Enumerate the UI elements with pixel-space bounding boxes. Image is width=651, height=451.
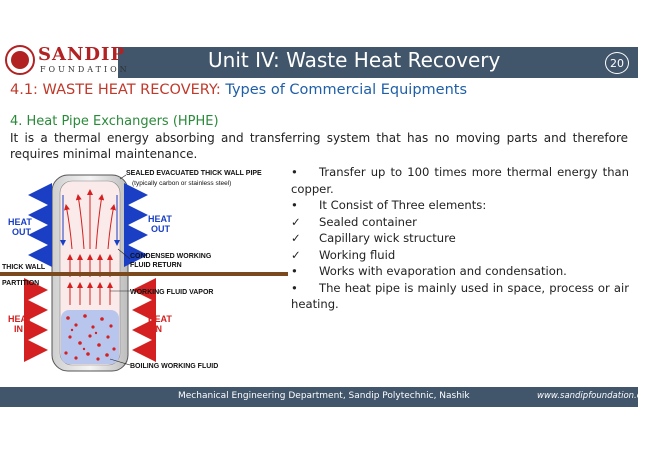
footer-url[interactable]: www.sandipfoundation.org bbox=[537, 391, 651, 401]
logo-name: SANDIP bbox=[38, 44, 125, 65]
label-partition: PARTITION bbox=[2, 280, 40, 287]
list-item: • It Consist of Three elements: bbox=[291, 198, 487, 212]
label-thick-wall: THICK WALL bbox=[2, 264, 46, 271]
logo-subtitle: FOUNDATION bbox=[40, 65, 130, 74]
label-boiling: BOILING WORKING FLUID bbox=[130, 363, 219, 370]
section-heading: 4. Heat Pipe Exchangers (HPHE) bbox=[10, 114, 219, 129]
label-heat-out-left-2: OUT bbox=[12, 227, 31, 237]
label-heat-in-right-2: IN bbox=[153, 324, 162, 334]
slide-subtitle bbox=[10, 82, 467, 98]
label-vapor: WORKING FLUID VAPOR bbox=[130, 289, 214, 296]
footer-text: Mechanical Engineering Department, Sandip Polytechnic, Nashik bbox=[178, 391, 470, 401]
list-item: ✓ Sealed container bbox=[291, 214, 417, 229]
label-pipe: SEALED EVACUATED THICK WALL PIPE bbox=[126, 170, 262, 177]
list-item: • Works with evaporation and condensation. bbox=[291, 264, 567, 278]
bullet-list bbox=[291, 164, 629, 313]
subtitle-prefix: 4.1: WASTE HEAT RECOVERY: bbox=[10, 82, 221, 98]
list-item: ✓ Capillary wick structure bbox=[291, 231, 456, 245]
label-pipe-sub: (typically carbon or stainless steel) bbox=[132, 180, 232, 187]
list-item: • The heat pipe is mainly used in space, process or air heating. bbox=[291, 280, 629, 311]
label-condensed-2: FLUID RETURN bbox=[130, 262, 182, 269]
list-item: ✓ Working fluid bbox=[291, 247, 396, 262]
page-number: 20 bbox=[605, 52, 629, 74]
label-heat-out-left: HEAT bbox=[8, 217, 32, 227]
label-heat-in-left-2: IN bbox=[14, 324, 23, 334]
label-heat-in-right: HEAT bbox=[148, 314, 172, 324]
intro-paragraph: It is a thermal energy absorbing and transferring system that has no moving parts and therefore requires minimal maintenance. bbox=[10, 131, 628, 161]
label-heat-in-left: HEAT bbox=[8, 314, 32, 324]
page-title: Unit IV: Waste Heat Recovery bbox=[208, 48, 501, 72]
heat-pipe-diagram bbox=[0, 165, 290, 375]
subtitle-suffix: Types of Commercial Equipments bbox=[220, 82, 468, 98]
label-heat-out-right-2: OUT bbox=[151, 224, 170, 234]
logo-emblem-icon bbox=[5, 45, 35, 75]
label-heat-out-right: HEAT bbox=[148, 214, 172, 224]
thick-wall-partition bbox=[0, 272, 288, 276]
list-item: • Transfer up to 100 times more thermal energy than copper. bbox=[291, 165, 629, 196]
label-condensed: CONDENSED WORKING bbox=[130, 253, 212, 260]
